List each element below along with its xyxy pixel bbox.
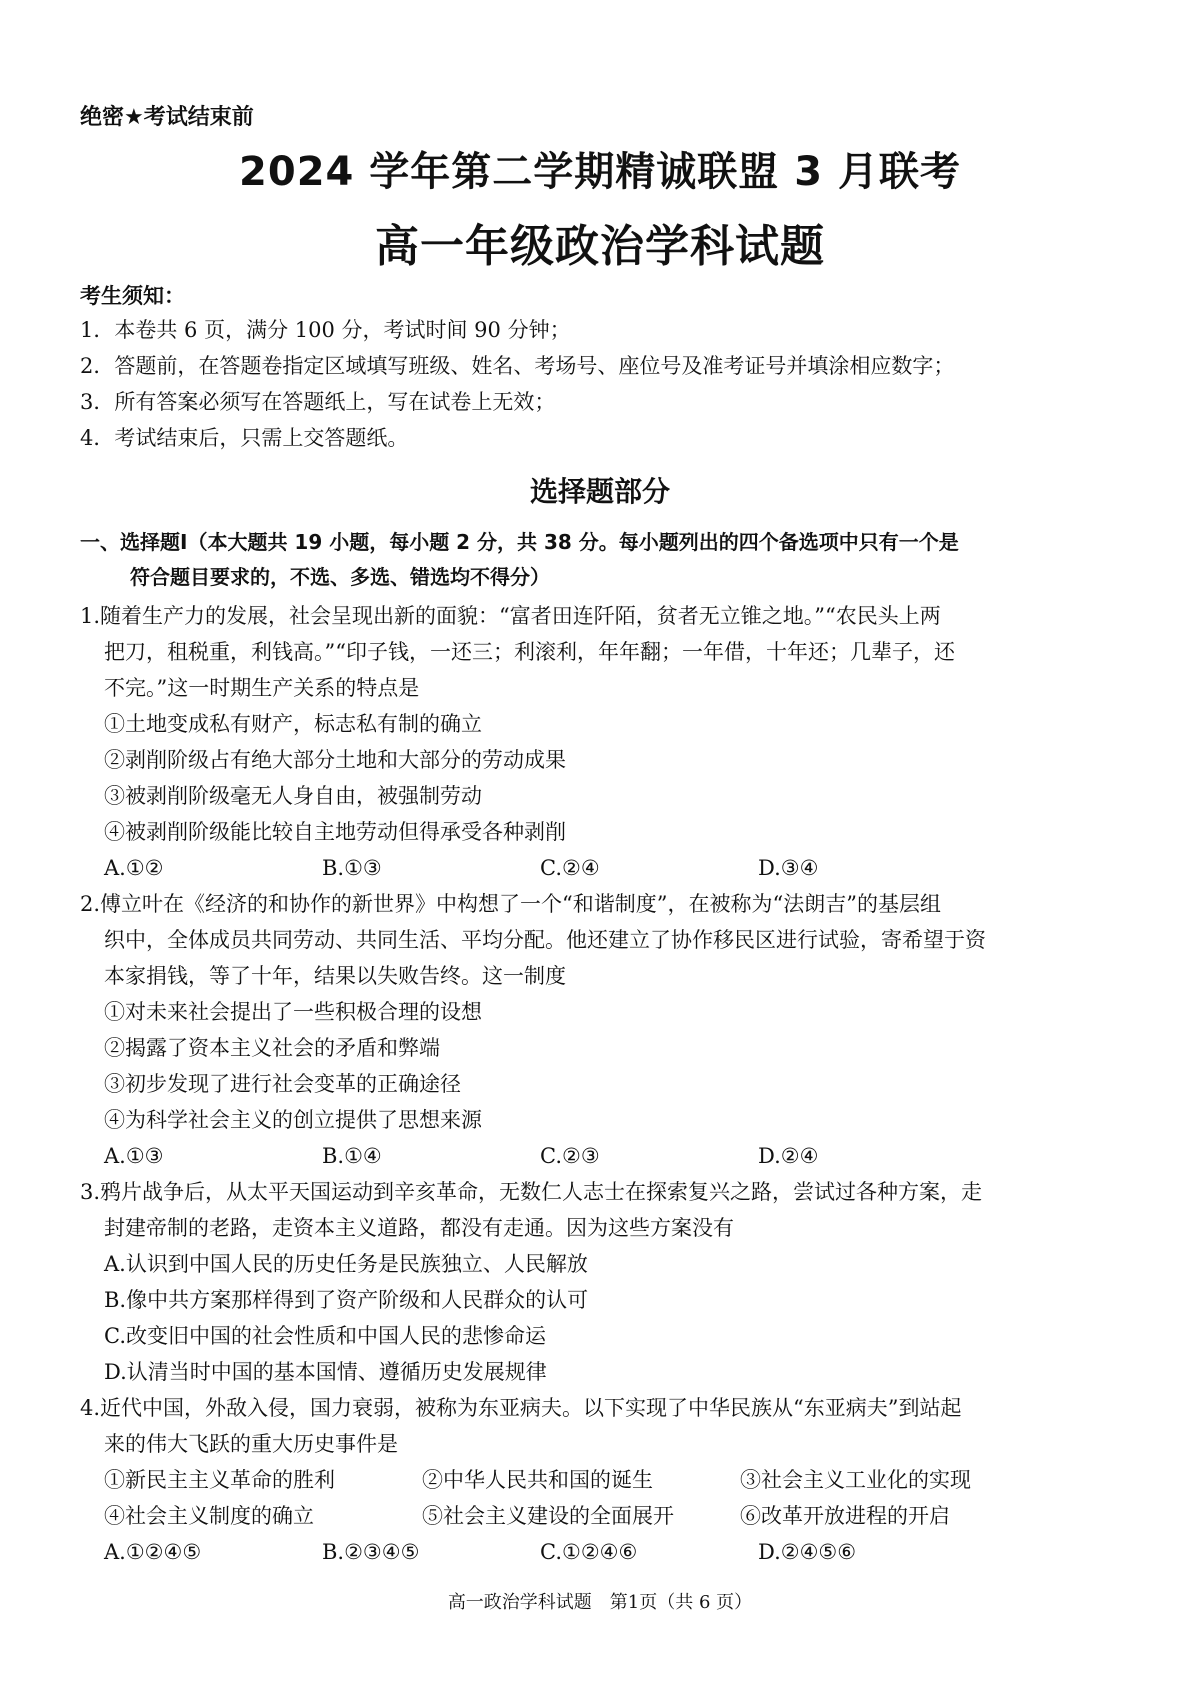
statement-item: ①对未来社会提出了一些积极合理的设想 bbox=[104, 1000, 482, 1024]
event-item: ①新民主主义革命的胜利 bbox=[104, 1468, 335, 1492]
question-2 bbox=[80, 886, 1142, 1174]
statement-item: ①土地变成私有财产，标志私有制的确立 bbox=[104, 712, 482, 736]
exam-title: 2024 学年第二学期精诚联盟 3 月联考 bbox=[239, 149, 961, 195]
option-c: C.①②④⑥ bbox=[540, 1540, 638, 1564]
option-d: D.③④ bbox=[758, 856, 819, 880]
confidential-label: 绝密★考试结束前 bbox=[80, 105, 254, 130]
answer-options bbox=[80, 1138, 1142, 1174]
event-item: ③社会主义工业化的实现 bbox=[740, 1468, 971, 1492]
question-stem-line: 1.随着生产力的发展，社会呈现出新的面貌：“富者田连阡陌，贫者无立锥之地。”“农民头上两 bbox=[80, 604, 941, 628]
event-row bbox=[80, 1498, 1142, 1534]
question-stem-line: 来的伟大飞跃的重大历史事件是 bbox=[104, 1432, 398, 1456]
statement-item: ③初步发现了进行社会变革的正确途径 bbox=[104, 1072, 461, 1096]
event-item: ⑤社会主义建设的全面展开 bbox=[422, 1504, 674, 1528]
question-3 bbox=[80, 1174, 1142, 1390]
option-a: A.①②④⑤ bbox=[104, 1540, 202, 1564]
option-d: D.②④ bbox=[758, 1144, 819, 1168]
option-c: C.改变旧中国的社会性质和中国人民的悲惨命运 bbox=[104, 1324, 546, 1348]
notice-heading: 考生须知： bbox=[80, 284, 185, 308]
question-stem-line: 把刀，租税重，利钱高。”“印子钱，一还三；利滚利，年年翻；一年借，十年还；几辈子，还 bbox=[104, 640, 955, 664]
notice-item: 3．所有答案必须写在答题纸上，写在试卷上无效； bbox=[80, 390, 556, 414]
option-a: A.认识到中国人民的历史任务是民族独立、人民解放 bbox=[104, 1252, 588, 1276]
page-footer: 高一政治学科试题 第1页（共 6 页） bbox=[447, 1592, 753, 1613]
option-c: C.②③ bbox=[540, 1144, 600, 1168]
answer-options bbox=[80, 850, 1142, 886]
statement-item: ②剥削阶级占有绝大部分土地和大部分的劳动成果 bbox=[104, 748, 566, 772]
question-stem-line: 封建帝制的老路，走资本主义道路，都没有走通。因为这些方案没有 bbox=[104, 1216, 734, 1240]
option-d: D.认清当时中国的基本国情、遵循历史发展规律 bbox=[104, 1360, 547, 1384]
option-b: B.①③ bbox=[322, 856, 382, 880]
notice-item: 4．考试结束后，只需上交答题纸。 bbox=[80, 426, 409, 450]
part-instructions-line: 符合题目要求的，不选、多选、错选均不得分） bbox=[130, 565, 550, 589]
option-d: D.②④⑤⑥ bbox=[758, 1540, 857, 1564]
part-instructions-line: 一、选择题Ⅰ（本大题共 19 小题，每小题 2 分，共 38 分。每小题列出的四个备选项中只有一个是 bbox=[80, 530, 959, 554]
option-b: B.②③④⑤ bbox=[322, 1540, 420, 1564]
question-4 bbox=[80, 1390, 1142, 1570]
question-stem-line: 2.傅立叶在《经济的和协作的新世界》中构想了一个“和谐制度”，在被称为“法朗吉”的基层组 bbox=[80, 892, 941, 916]
event-row bbox=[80, 1462, 1142, 1498]
notice-item: 1．本卷共 6 页，满分 100 分，考试时间 90 分钟； bbox=[80, 318, 571, 342]
option-b: B.①④ bbox=[322, 1144, 382, 1168]
notice-list bbox=[80, 312, 1140, 456]
part-instructions bbox=[80, 525, 1142, 595]
question-stem-line: 4.近代中国，外敌入侵，国力衰弱，被称为东亚病夫。以下实现了中华民族从“东亚病夫”到站起 bbox=[80, 1396, 962, 1420]
question-stem-line: 3.鸦片战争后，从太平天国运动到辛亥革命，无数仁人志士在探索复兴之路，尝试过各种方案，走 bbox=[80, 1180, 983, 1204]
section-title: 选择题部分 bbox=[529, 475, 670, 508]
statement-item: ④被剥削阶级能比较自主地劳动但得承受各种剥削 bbox=[104, 820, 566, 844]
statement-item: ②揭露了资本主义社会的矛盾和弊端 bbox=[104, 1036, 440, 1060]
exam-subtitle: 高一年级政治学科试题 bbox=[375, 221, 825, 272]
event-item: ④社会主义制度的确立 bbox=[104, 1504, 314, 1528]
answer-options bbox=[80, 1534, 1142, 1570]
option-a: A.①③ bbox=[104, 1144, 164, 1168]
option-b: B.像中共方案那样得到了资产阶级和人民群众的认可 bbox=[104, 1288, 589, 1312]
statement-item: ④为科学社会主义的创立提供了思想来源 bbox=[104, 1108, 482, 1132]
question-1 bbox=[80, 598, 1142, 886]
event-item: ⑥改革开放进程的开启 bbox=[740, 1504, 950, 1528]
option-a: A.①② bbox=[104, 856, 164, 880]
notice-item: 2．答题前，在答题卷指定区域填写班级、姓名、考场号、座位号及准考证号并填涂相应数字； bbox=[80, 354, 955, 378]
statement-item: ③被剥削阶级毫无人身自由，被强制劳动 bbox=[104, 784, 482, 808]
question-list bbox=[80, 598, 1142, 1570]
question-stem-line: 本家捐钱，等了十年，结果以失败告终。这一制度 bbox=[104, 964, 566, 988]
question-stem-line: 不完。”这一时期生产关系的特点是 bbox=[104, 676, 420, 700]
question-stem-line: 织中，全体成员共同劳动、共同生活、平均分配。他还建立了协作移民区进行试验，寄希望于资 bbox=[104, 928, 986, 952]
option-c: C.②④ bbox=[540, 856, 600, 880]
event-item: ②中华人民共和国的诞生 bbox=[422, 1468, 653, 1492]
